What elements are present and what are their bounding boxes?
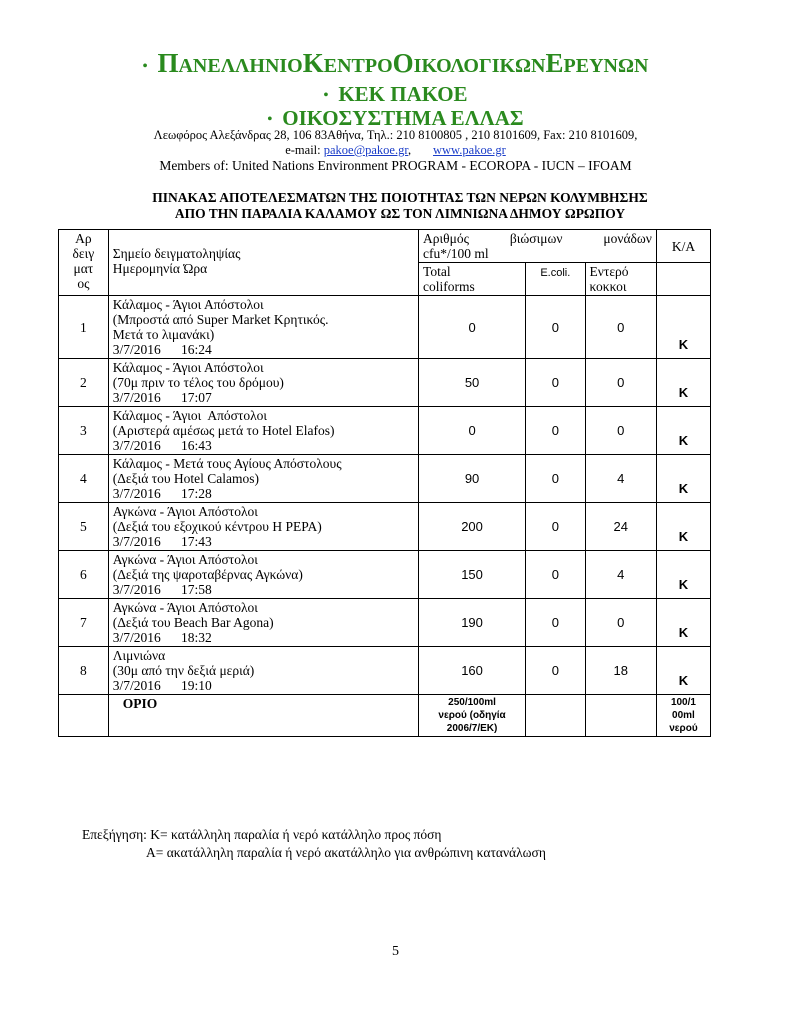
sampling-point-line: 3/7/2016 17:43 — [112, 534, 212, 549]
table-row — [59, 647, 711, 695]
org-address — [0, 128, 791, 158]
page-number: 5 — [392, 944, 399, 959]
table-row — [59, 503, 711, 551]
table-row — [59, 407, 711, 455]
header-enterococci: Εντερό κοκκοι — [585, 263, 656, 296]
sampling-point-line: 3/7/2016 17:28 — [112, 486, 212, 501]
sampling-point-line: (Αριστερά αμέσως μετά το Hotel Elafos) — [112, 423, 335, 438]
enterococci-value: 0 — [585, 296, 656, 359]
sampling-point — [108, 647, 418, 695]
enterococci-value: 24 — [585, 503, 656, 551]
sampling-point-line: Κάλαμος - Άγιοι Απόστολοι — [112, 360, 264, 375]
sampling-point-line: 3/7/2016 17:58 — [112, 582, 212, 597]
sampling-point-line: (Δεξιά της ψαροταβέρνας Αγκώνα) — [112, 567, 303, 582]
total-coliforms-value: 190 — [419, 599, 526, 647]
sampling-point-line: Αγκώνα - Άγιοι Απόστολοι — [112, 504, 258, 519]
header-total-coliforms: Total coliforms — [419, 263, 526, 296]
sampling-point-line: (30μ από την δεξιά μεριά) — [112, 663, 255, 678]
limit-empty-cell — [59, 695, 109, 737]
suitability-mark: Κ — [656, 455, 710, 503]
sampling-point — [108, 407, 418, 455]
table-row — [59, 455, 711, 503]
header-sample-number: Αρ δειγ ματ ος — [59, 230, 109, 296]
sample-number: 4 — [59, 455, 109, 503]
enterococci-value: 4 — [585, 455, 656, 503]
table-row — [59, 599, 711, 647]
ecoli-value: 0 — [526, 359, 585, 407]
org-name: • ΠΑΝΕΛΛΗΝΙΟΚΕΝΤΡΟΟΙΚΟΛΟΓΙΚΩΝΕΡΕΥΝΩΝ — [142, 48, 649, 78]
org-ecosystem: • ΟΙΚΟΣΥΣΤΗΜΑ ΕΛΛΑΣ — [267, 106, 524, 130]
document-title: ΠΙΝΑΚΑΣ ΑΠΟΤΕΛΕΣΜΑΤΩΝ ΤΗΣ ΠΟΙΟΤΗΤΑΣ ΤΩΝ ΝΕΡΩΝ ΚΟΛΥΜΒΗΣΗΣ ΑΠΟ ΤΗΝ ΠΑΡΑΛΙΑ ΚΑΛΑΜΟΥ ΩΣ ΤΟΝ ΛΙΜΝΙΩΝΑ ΔΗΜΟΥ ΩΡΩΠΟΥ — [152, 190, 648, 221]
header-ecoli: E.coli. — [526, 263, 585, 296]
limit-label: ΟΡΙΟ — [108, 695, 418, 737]
total-coliforms-value: 90 — [419, 455, 526, 503]
sampling-point-line: Κάλαμος - Μετά τους Αγίους Απόστολους — [112, 456, 342, 471]
explanation: Επεξήγηση: Κ= κατάλληλη παραλία ή νερό κατάλληλο προς πόση Α= ακατάλληλη παραλία ή νερό ακατάλληλο για ανθρώπινη κατανάλωση — [82, 827, 546, 860]
bullet-icon: • — [323, 88, 329, 104]
limit-total-value: 250/100ml νερού (οδηγία 2006/7/ΕΚ) — [419, 695, 526, 737]
contact-line: e-mail: pakoe@pakoe.gr, www.pakoe.gr — [285, 143, 506, 157]
total-coliforms-value: 160 — [419, 647, 526, 695]
bullet-icon: • — [267, 112, 273, 128]
ecoli-value: 0 — [526, 647, 585, 695]
members-line: Members of: United Nations Environment PROGRAM - ECOROPA - IUCN – IFOAM — [159, 158, 632, 173]
limit-ka-value: 100/1 00ml νερού — [656, 695, 710, 737]
ecoli-value: 0 — [526, 407, 585, 455]
sampling-point-line: Αγκώνα - Άγιοι Απόστολοι — [112, 600, 258, 615]
sample-number: 7 — [59, 599, 109, 647]
table-row — [59, 359, 711, 407]
total-coliforms-value: 150 — [419, 551, 526, 599]
ecoli-value: 0 — [526, 296, 585, 359]
bullet-icon: • — [142, 59, 148, 75]
enterococci-value: 0 — [585, 359, 656, 407]
sample-number: 3 — [59, 407, 109, 455]
sampling-point-line: 3/7/2016 17:07 — [112, 390, 212, 405]
table-body — [59, 296, 711, 695]
sampling-point-line: 3/7/2016 16:43 — [112, 438, 212, 453]
ecoli-value: 0 — [526, 551, 585, 599]
sampling-point — [108, 359, 418, 407]
table-header-row — [59, 230, 711, 263]
sampling-point — [108, 296, 418, 359]
enterococci-value: 4 — [585, 551, 656, 599]
sampling-point-line: Αγκώνα - Άγιοι Απόστολοι — [112, 552, 258, 567]
total-coliforms-value: 200 — [419, 503, 526, 551]
sampling-point-line: 3/7/2016 16:24 — [112, 342, 212, 357]
suitability-mark: Κ — [656, 647, 710, 695]
sampling-point — [108, 455, 418, 503]
total-coliforms-value: 0 — [419, 407, 526, 455]
ecoli-value: 0 — [526, 455, 585, 503]
address-line: Λεωφόρος Αλεξάνδρας 28, 106 83Αθήνα, Τηλ.: 210 8100805 , 210 8101609, Fax: 210 8101609, — [153, 128, 638, 142]
sample-number: 2 — [59, 359, 109, 407]
sampling-point-line: Κάλαμος - Άγιοι Απόστολοι — [112, 297, 264, 312]
email-link[interactable]: pakoe@pakoe.gr — [323, 143, 408, 157]
sampling-point-line: Κάλαμος - Άγιοι Απόστολοι — [112, 408, 268, 423]
enterococci-value: 0 — [585, 599, 656, 647]
limit-ent-empty — [585, 695, 656, 737]
suitability-mark: Κ — [656, 503, 710, 551]
header-ka-empty — [656, 263, 710, 296]
suitability-mark: Κ — [656, 359, 710, 407]
enterococci-value: 0 — [585, 407, 656, 455]
sampling-point-line: (Δεξιά του Beach Bar Agona) — [112, 615, 274, 630]
sampling-point — [108, 599, 418, 647]
org-subtitle: • ΚΕΚ ΠΑΚΟΕ — [323, 82, 468, 106]
suitability-mark: Κ — [656, 407, 710, 455]
sample-number: 8 — [59, 647, 109, 695]
header-cfu: Αριθμός βιώσιμων μονάδων cfu*/100 ml — [419, 230, 657, 263]
sampling-point-line: 3/7/2016 19:10 — [112, 678, 212, 693]
ecoli-value: 0 — [526, 599, 585, 647]
suitability-mark: Κ — [656, 296, 710, 359]
sampling-point — [108, 551, 418, 599]
sampling-point-line: (Δεξιά του Hotel Calamos) — [112, 471, 260, 486]
table-row — [59, 296, 711, 359]
sample-number: 5 — [59, 503, 109, 551]
limit-row — [59, 695, 711, 737]
sampling-point-line: (Δεξιά του εξοχικού κέντρου Η ΡΕΡΑ) — [112, 519, 322, 534]
sample-number: 1 — [59, 296, 109, 359]
sampling-point-line: (70μ πριν το τέλος του δρόμου) — [112, 375, 284, 390]
enterococci-value: 18 — [585, 647, 656, 695]
sampling-point-line: Λιμνιώνα — [112, 648, 166, 663]
total-coliforms-value: 0 — [419, 296, 526, 359]
suitability-mark: Κ — [656, 551, 710, 599]
header-sampling-point: Σημείο δειγματοληψίας Ημερομηνία Ώρα — [108, 230, 418, 296]
suitability-mark: Κ — [656, 599, 710, 647]
header-ka: Κ/Α — [656, 230, 710, 263]
website-link[interactable]: www.pakoe.gr — [433, 143, 506, 157]
table-row — [59, 551, 711, 599]
sampling-point — [108, 503, 418, 551]
sampling-point-line: (Μπροστά από Super Market Κρητικός. — [112, 312, 329, 327]
limit-ecoli-empty — [526, 695, 585, 737]
total-coliforms-value: 50 — [419, 359, 526, 407]
sampling-point-line: Μετά το λιμανάκι) — [112, 327, 215, 342]
sampling-point-line: 3/7/2016 18:32 — [112, 630, 212, 645]
sample-number: 6 — [59, 551, 109, 599]
ecoli-value: 0 — [526, 503, 585, 551]
results-table — [58, 229, 711, 737]
